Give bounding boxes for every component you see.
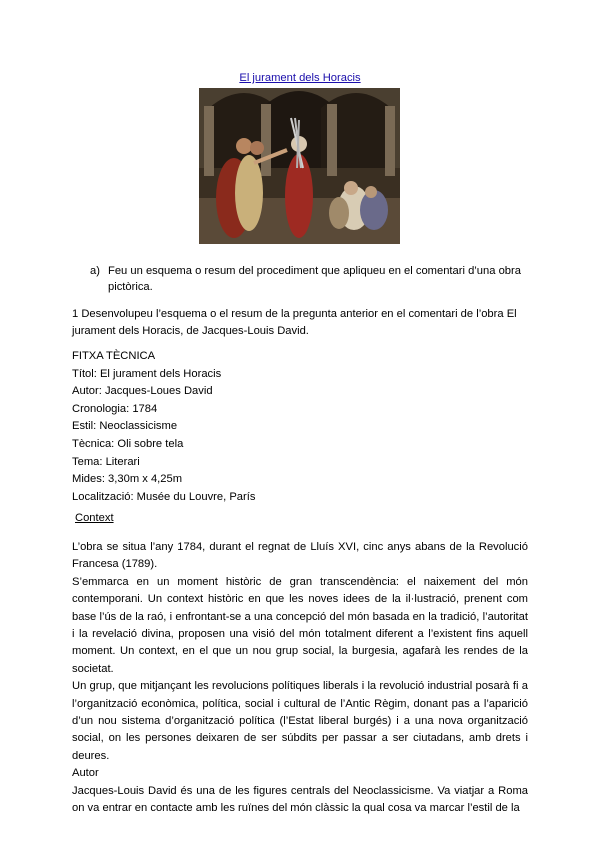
context-body (72, 539, 528, 818)
paragraph: S’emmarca en un moment històric de gran transcendència: el naixement del món contemporani. Un context històric en que les noves idees de la il·lustració, prenent com base l’ús de la raó, i enfrontant-se a una concepció del món basada en la tradició, l’autoritat i la revelació divina, proposen una visió del món totalment diferent a l’existent fins aquell moment. Un context, en el que un nou grup social, la burgesia, agafarà les rendes de la societat. (72, 575, 528, 675)
instruction-paragraph: 1 Desenvolupeu l’esquema o el resum de la pregunta anterior en el comentari de l’obra El jurament dels Horacis, de Jacques-Louis David. (72, 308, 517, 337)
painting-image (199, 88, 400, 244)
question-text: Feu un esquema o resum del procediment que apliqueu en el comentari d’una obra pictòrica. (108, 265, 521, 293)
paragraph: Un grup, que mitjançant les revolucions polítiques liberals i la revolució industrial posarà fi a l’organització econòmica, política, social i cultural de l’Antic Règim, donant pas a l’aparició d’un nou sistema d’organització política (l’Estat liberal burgés) i a una nova organització social, on les persones deixaren de ser súbdits per passar a ser ciutadans, amb drets i deures. (72, 680, 528, 762)
sheet-line-theme: Tema: Literari (72, 455, 140, 468)
list-marker: a) (90, 265, 100, 277)
sheet-line-location: Localització: Musée du Louvre, París (72, 490, 256, 503)
technical-sheet-heading: FITXA TÈCNICA (72, 350, 156, 362)
sheet-line-chronology: Cronologia: 1784 (72, 402, 158, 415)
paragraph: Jacques-Louis David és una de les figures centrals del Neoclassicisme. Va viatjar a Roma on va entrar en contacte amb les ruïnes del món clàssic la qual cosa va marcar l’estil de la (72, 784, 528, 815)
context-heading: Context (75, 512, 114, 524)
sheet-line-style: Estil: Neoclassicisme (72, 420, 178, 433)
sheet-line-size: Mides: 3,30m x 4,25m (72, 473, 183, 486)
sheet-line-technique: Tècnica: Oli sobre tela (72, 437, 184, 450)
title-link[interactable]: El jurament dels Horacis (239, 72, 361, 84)
sheet-line-title: Títol: El jurament dels Horacis (72, 367, 222, 380)
technical-sheet (72, 348, 528, 506)
author-heading: Autor (72, 767, 99, 780)
paragraph: L’obra se situa l’any 1784, durant el regnat de Lluís XVI, cinc anys abans de la Revolució Francesa (1789). (72, 541, 528, 571)
sheet-line-author: Autor: Jacques-Loues David (72, 385, 213, 398)
